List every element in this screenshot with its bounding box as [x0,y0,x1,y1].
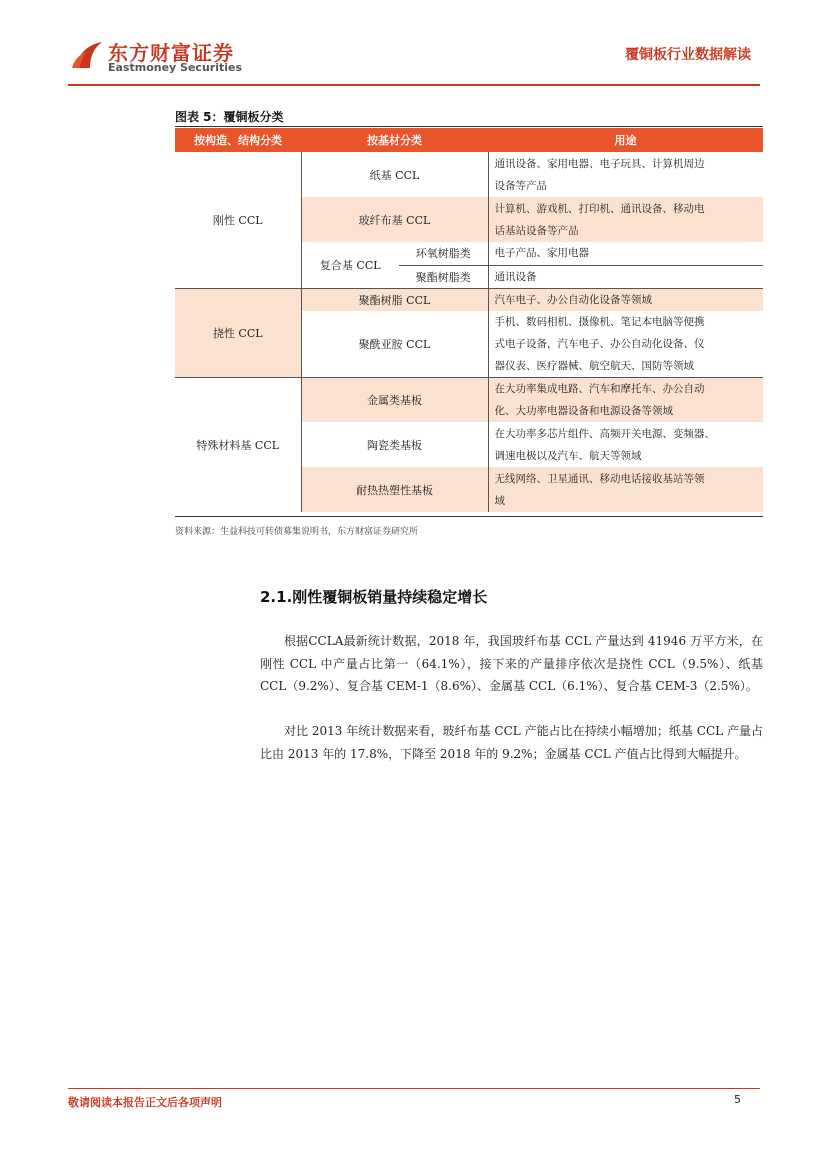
material-thermoplastic: 耐热热塑性基板 [301,467,488,512]
use-glass: 计算机、游戏机、打印机、通讯设备、移动电 话基站设备等产品 [488,197,763,242]
use-thermoplastic: 无线网络、卫星通讯、移动电话接收基站等领 域 [488,467,763,512]
footer-disclaimer: 敬请阅读本报告正文后各项声明 [68,1096,222,1109]
use-pi: 手机、数码相机、摄像机、笔记本电脑等便携 式电子设备，汽车电子、办公自动化设备、仪 器仪表、医疗器械、航空航天、国防等领域 [488,311,763,378]
column-header-use: 用途 [488,128,763,152]
column-header-material: 按基材分类 [301,128,488,152]
figure-source: 资料来源：生益科技可转债募集说明书，东方财富证券研究所 [175,527,419,537]
ccl-classification-table [175,128,763,512]
material-ceramic: 陶瓷类基板 [301,422,488,467]
header-divider [68,84,760,86]
logo-icon [70,38,104,72]
material-paper: 纸基 CCL [301,152,488,197]
use-epoxy: 电子产品、家用电器 [488,242,763,265]
group-special: 特殊材料基 CCL [196,438,280,452]
material-composite: 复合基 CCL [301,242,399,288]
use-ceramic: 在大功率多芯片组件、高频开关电源、变频器、 调速电极以及汽车、航天等领域 [488,422,763,467]
body-paragraph: 根据CCLA最新统计数据，2018 年，我国玻纤布基 CCL 产量达到 41946 万平方米，在刚性 CCL 中产量占比第一（64.1%），接下来的产量排序依次是挠性 CCL（9.5%）、纸基 CCL（9.2%）、复合基 CEM-1（8.6%）、金属基 CCL（6.1%）、复合基 CEM-3（2.5%）。 [260,634,763,693]
table-row [175,152,763,197]
material-pi: 聚酰亚胺 CCL [301,311,488,378]
table-header-row [175,128,763,152]
body-paragraph: 对比 2013 年统计数据来看，玻纤布基 CCL 产能占比在持续小幅增加；纸基 CCL 产量占比由 2013 年的 17.8%，下降至 2018 年的 9.2%；金属基 CCL 产值占比得到大幅提升。 [260,724,763,761]
group-flexible: 挠性 CCL [175,288,301,377]
section-title: 2.1.刚性覆铜板销量持续稳定增长 [260,588,488,606]
page-number: 5 [734,1093,741,1106]
table-row [175,377,763,422]
use-pet: 汽车电子、办公自动化设备等领域 [488,288,763,311]
use-metal: 在大功率集成电路、汽车和摩托车、办公自动 化、大功率电器设备和电源设备等领域 [488,377,763,422]
material-epoxy: 环氧树脂类 [399,242,488,265]
material-polyester: 聚酯树脂类 [399,265,488,288]
material-pet: 聚酯树脂 CCL [301,288,488,311]
figure-title: 图表 5：覆铜板分类 [175,110,284,124]
logo-english-name: Eastmoney Securities [108,61,243,74]
column-header-structure: 按构造、结构分类 [175,128,301,152]
footer-divider [68,1088,760,1089]
table-row [175,288,763,311]
use-paper: 通讯设备、家用电器、电子玩具、计算机周边 设备等产品 [488,152,763,197]
figure-top-rule [175,126,763,127]
material-metal: 金属类基板 [301,377,488,422]
material-glass: 玻纤布基 CCL [301,197,488,242]
report-title: 覆铜板行业数据解读 [625,47,751,63]
table-bottom-rule [175,516,763,517]
use-polyester: 通讯设备 [488,265,763,288]
group-rigid: 刚性 CCL [175,152,301,288]
logo-chinese-name: 东方财富证券 [108,41,234,65]
